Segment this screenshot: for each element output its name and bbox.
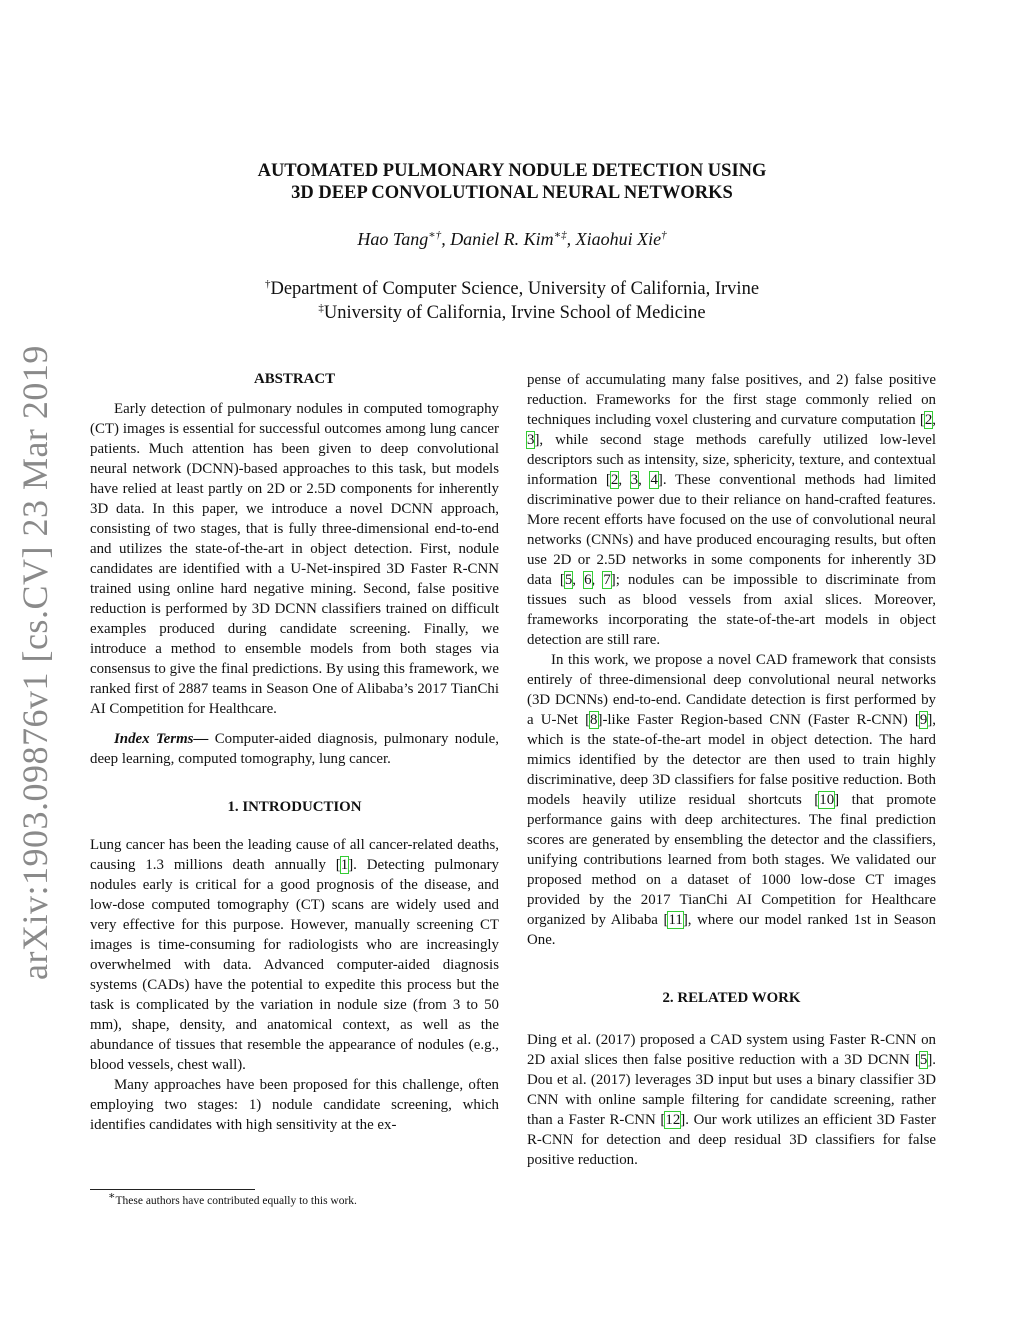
- citation-link[interactable]: 2: [924, 412, 933, 428]
- abstract-heading: ABSTRACT: [253, 371, 336, 387]
- affiliation-line: [0, 301, 1024, 325]
- intro-paragraph-3: [527, 650, 936, 950]
- body-text-segment: Lung cancer has been the leading cause of all cancer-related deaths, causing 1.3 millions death annually: [90, 837, 499, 873]
- author-marks: †: [661, 229, 667, 241]
- author-list: [0, 229, 1024, 250]
- paper-title: [0, 160, 1024, 204]
- body-text-segment: In this work, we propose a novel CAD framework that consists entirely of three-dimensional deep convolutional neural networks (3D DCNNs) end-to-end. Candidate detection is first performed by a U-Net [: [527, 652, 936, 728]
- intro-paragraph-2-start: Many approaches have been proposed for this challenge, often employing two stages: 1) nodule candidate screening, which identifies candidates with high sensitivity at the ex-: [90, 1077, 499, 1133]
- citation-link[interactable]: 5: [564, 572, 573, 588]
- related-work-paragraph: [527, 1030, 936, 1170]
- intro-paragraph-2-cont: [527, 370, 936, 650]
- author-name: Daniel R. Kim: [450, 229, 554, 249]
- body-text-segment: [: [335, 857, 341, 873]
- affiliations: [0, 277, 1024, 325]
- author-marks: ∗†: [428, 229, 442, 241]
- affiliation-mark: ‡: [318, 301, 324, 314]
- body-text-segment: ,: [572, 572, 585, 588]
- body-text-segment: ,: [618, 472, 631, 488]
- body-text-segment: ]. Detecting pulmonary nodules early is critical for a good prognosis of the disease, and low-dose computed tomography (CT) scans are widely used and very effective for this purpose. However, manually screening CT images is time-consuming for radiologists who are increasingly overwhelmed with data. Advanced computer-aided diagnosis systems (CADs) have the potential to expedite this process but the task is complicated by the variation in nodule size (from 3 to 50 mm), shape, density, and anatomical context, as well as the abundance of tissues that resemble the appearance of nodules (e.g., blood vessels, chest wall).: [90, 857, 499, 1073]
- affiliation-line: [0, 277, 1024, 301]
- arxiv-identifier: arXiv:1903.09876v1 [cs.CV] 23 Mar 2019: [15, 345, 55, 980]
- affiliation-text: Department of Computer Science, University of California, Irvine: [270, 279, 760, 299]
- index-terms-text: Computer-aided diagnosis, pulmonary nodule, deep learning, computed tomography, lung cancer.: [90, 731, 499, 767]
- body-text-segment: pense of accumulating many false positives, and 2) false positive reduction. Frameworks for the first stage commonly relied on techniques including voxel clustering and curvature computation [: [527, 372, 936, 428]
- intro-paragraph-1: [90, 835, 499, 1075]
- body-text-segment: ]. Dou et al. (2017) leverages 3D input but uses a binary classifier 3D CNN with online sample filtering for candidate screening, rather than a Faster R-CNN [: [527, 1052, 936, 1128]
- citation-link[interactable]: 8: [590, 712, 598, 728]
- body-text-segment: ,: [638, 472, 651, 488]
- index-terms-label: Index Terms—: [114, 731, 209, 747]
- citation-link[interactable]: 11: [668, 912, 683, 928]
- right-column: [527, 370, 936, 1170]
- citation-link[interactable]: 9: [919, 712, 928, 728]
- footnote-text: These authors have contributed equally to this work.: [115, 1195, 357, 1207]
- introduction-heading: 1. INTRODUCTION: [227, 799, 362, 815]
- body-text-segment: ], where our model ranked 1st in Season One.: [527, 912, 936, 948]
- related-work-heading: 2. RELATED WORK: [662, 990, 801, 1006]
- title-line-2: 3D DEEP CONVOLUTIONAL NEURAL NETWORKS: [291, 183, 733, 203]
- abstract-text: Early detection of pulmonary nodules in computed tomography (CT) images is essential for successful outcomes among lung cancer patients. Much attention has been given to deep convolutional neural network (DCNN)-based approaches to this task, but models have relied at least partly on 2D or 2.5D components for inherently 3D data. In this paper, we introduce a novel DCNN approach, consisting of two stages, that is fully three-dimensional end-to-end and utilizes the state-of-the-art in object detection. First, nodule candidates are identified with a U-Net-inspired 3D Faster R-CNN trained using online hard negative mining. Second, false positive reduction is performed by 3D DCNN classifiers trained on difficult examples produced during candidate screening. Finally, we introduce a method to ensemble models from both stages via consensus to give the final predictions. By using this framework, we ranked first of 2887 teams in Season One of Alibaba’s 2017 TianChi AI Competition for Healthcare.: [90, 401, 499, 717]
- citation-link[interactable]: 2: [610, 472, 619, 488]
- index-terms: [90, 729, 499, 769]
- citation-link[interactable]: 3: [630, 472, 639, 488]
- author-marks: ∗‡: [553, 229, 567, 241]
- body-text-segment: ]. Our work utilizes an efficient 3D Faster R-CNN for detection and deep residual 3D classifiers for false positive reduction.: [527, 1112, 936, 1168]
- body-text-segment: ] that promote performance gains with deep architectures. The final prediction scores are generated by ensembling the detector and the classifiers, unifying contributions learned from both stages. We validated our proposed method on a dataset of 1000 low-dose CT images provided by the 2017 TianChi AI Competition for Healthcare organized by Alibaba [: [527, 792, 937, 928]
- citation-link[interactable]: 10: [819, 792, 835, 808]
- title-line-1: AUTOMATED PULMONARY NODULE DETECTION USING: [257, 161, 767, 181]
- citation-link[interactable]: 4: [650, 472, 658, 488]
- citation-link[interactable]: 12: [665, 1112, 681, 1128]
- body-text-segment: ,: [591, 572, 604, 588]
- citation-link[interactable]: 7: [603, 572, 611, 588]
- footnote-mark: ∗: [108, 1190, 116, 1203]
- body-text-segment: ], while second stage methods carefully utilized low-level descriptors such as intensity, size, sphericity, texture, and contextual information [: [527, 432, 936, 488]
- citation-link[interactable]: 1: [340, 857, 349, 873]
- citation-link[interactable]: 6: [584, 572, 592, 588]
- affiliation-text: University of California, Irvine School of Medicine: [323, 303, 706, 323]
- footnote: [108, 1190, 357, 1207]
- body-text-segment: Ding et al. (2017) proposed a CAD system using Faster R-CNN on 2D axial slices then false positive reduction with a 3D DCNN [: [527, 1032, 936, 1068]
- author-name: Hao Tang: [357, 229, 429, 249]
- affiliation-mark: †: [264, 277, 271, 290]
- citation-link[interactable]: 3: [527, 432, 535, 448]
- body-text-segment: ]-like Faster Region-based CNN (Faster R-CNN) [: [597, 712, 920, 728]
- citation-link[interactable]: 5: [919, 1052, 928, 1068]
- body-text-segment: ,: [932, 412, 936, 428]
- left-column: [90, 369, 499, 1135]
- body-text-segment: ]; nodules can be impossible to discriminate from tissues such as blood vessels from axial slices. Moreover, frameworks incorporating the state-of-the-art models in object detection are still rare.: [527, 572, 937, 648]
- author-name: Xiaohui Xie: [575, 229, 662, 249]
- body-text-segment: ]. These conventional methods had limited discriminative power due to their reliance on hand-crafted features. More recent efforts have focused on the use of convolutional neural networks (CNNs) and have produced encouraging results, but often use 2D or 2.5D networks in some components for inherently 3D data [: [527, 472, 937, 588]
- body-text-segment: ], which is the state-of-the-art model in object detection. The hard mimics identified by the detector are then used to train highly discriminative, deep 3D classifiers for false positive reduction. Both models heavily utilize residual shortcuts [: [527, 712, 936, 808]
- author-separator: ,: [566, 229, 576, 249]
- author-separator: ,: [441, 229, 451, 249]
